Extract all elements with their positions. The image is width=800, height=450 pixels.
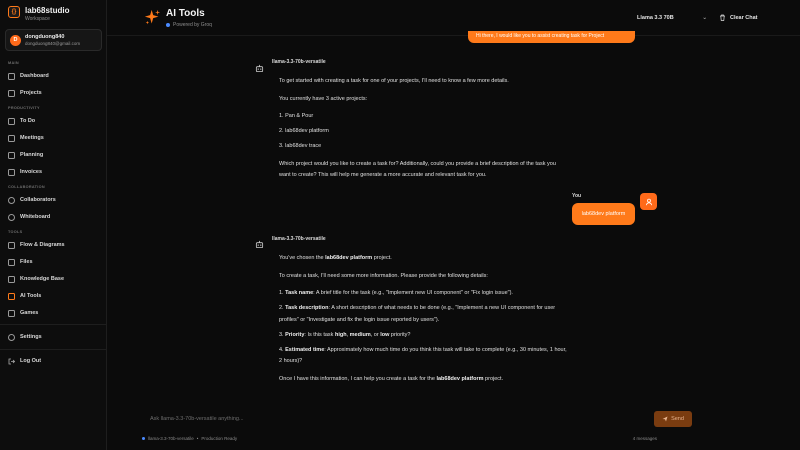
list-item: 3. Priority: Is this task high, medium, or low priority? (279, 331, 411, 338)
sidebar-item-meetings[interactable] (8, 132, 100, 144)
sidebar-item-label: To Do (20, 118, 36, 124)
user-avatar (640, 193, 657, 210)
status-dot-icon (166, 23, 170, 27)
user-name: dongduong840 (25, 33, 65, 40)
brand-name: lab68studio (25, 6, 70, 15)
sidebar-item-invoices[interactable] (8, 166, 100, 178)
gear-icon (8, 334, 15, 341)
message-count: 4 messages (632, 436, 657, 441)
sidebar-item-whiteboard[interactable] (8, 211, 100, 223)
message-paragraph: Once I have this information, I can help you create a task for the lab68dev platform project. (279, 375, 504, 382)
book-icon (8, 276, 15, 283)
sidebar-item-games[interactable] (8, 307, 100, 319)
project-list (279, 111, 569, 153)
clear-chat-button[interactable] (719, 12, 758, 24)
folder-icon (8, 90, 15, 97)
video-icon (8, 135, 15, 142)
bot-message (279, 253, 569, 391)
page-title: AI Tools (166, 8, 205, 19)
sidebar-item-label: Settings (20, 334, 42, 340)
footer-status-text: Production Ready (201, 436, 238, 441)
sparkle-icon (8, 293, 15, 300)
user-icon (645, 198, 653, 206)
section-label-collaboration: COLLABORATION (8, 185, 45, 189)
checkbox-icon (8, 118, 15, 125)
footer (142, 436, 657, 441)
send-label: Send (671, 416, 684, 422)
bot-name: llama-3.3-70b-versatile (272, 59, 326, 65)
sidebar-item-collaborators[interactable] (8, 194, 100, 206)
send-icon (662, 416, 668, 422)
user-message-bubble: Hi there, I would like you to assist creating task for Project (468, 31, 635, 43)
status-dot-icon (142, 437, 145, 440)
logout-icon (8, 358, 15, 365)
sparkle-icon (144, 9, 161, 26)
clear-chat-label: Clear Chat (730, 15, 758, 21)
bot-message (279, 76, 569, 188)
powered-by (166, 22, 212, 28)
sidebar-item-label: Invoices (20, 169, 43, 175)
invoice-icon (8, 169, 15, 176)
sidebar-item-projects[interactable] (8, 87, 100, 99)
chat-area (107, 33, 800, 400)
sidebar-item-logout[interactable] (8, 355, 100, 367)
sidebar (0, 0, 107, 450)
model-select[interactable] (637, 12, 707, 24)
users-icon (8, 197, 15, 204)
sidebar-divider (0, 349, 106, 350)
gamepad-icon (8, 310, 15, 317)
sidebar-item-flow[interactable] (8, 239, 100, 251)
message-paragraph: You've chosen the lab68dev platform project. (279, 255, 392, 261)
list-item: 2. lab68dev platform (279, 128, 329, 134)
trash-icon (719, 14, 726, 23)
list-item: 1. Task name: A brief title for the task (e.g., "Implement new UI component" or "Fix login issue"). (279, 290, 513, 296)
avatar: D (10, 35, 21, 46)
chat-input[interactable] (142, 416, 502, 422)
powered-by-label: Powered by Groq (173, 22, 212, 28)
header (107, 0, 800, 36)
list-item: 4. Estimated time: Approximately how much time do you think this task will take to complete (e.g., 30 minutes, 1 hour, 2 hours)? (279, 346, 567, 364)
brand-subtitle: Workspace (25, 16, 50, 22)
chat-input-bar (142, 411, 684, 427)
sidebar-item-todo[interactable] (8, 115, 100, 127)
message-paragraph: Which project would you like to create a task for? Additionally, could you provide a brief description of the task you want to create? This will help me generate a more accurate and relevant task for you. (279, 160, 556, 178)
sidebar-item-label: Files (20, 259, 33, 265)
sidebar-item-label: AI Tools (20, 293, 42, 299)
message-paragraph: You currently have 3 active projects: (279, 95, 368, 102)
sidebar-item-label: Knowledge Base (20, 276, 65, 282)
sidebar-item-label: Whiteboard (20, 214, 51, 220)
section-label-productivity: PRODUCTIVITY (8, 106, 40, 110)
calendar-icon (8, 152, 15, 159)
list-item: 2. Task description: A short description of what needs to be done (e.g., "Implement a new UI component for user profiles" or "Investigate and fix the login issue reported by users"). (279, 305, 556, 323)
sidebar-item-label: Planning (20, 152, 44, 158)
sidebar-item-ai-tools[interactable] (8, 290, 100, 302)
user-label: You (572, 193, 582, 199)
message-paragraph: To get started with creating a task for one of your projects, I'll need to know a few more details. (279, 78, 509, 84)
user-card[interactable] (5, 29, 102, 51)
section-label-tools: TOOLS (8, 230, 23, 234)
sidebar-item-label: Log Out (20, 358, 42, 364)
dashboard-icon (8, 73, 15, 80)
sidebar-item-planning[interactable] (8, 149, 100, 161)
footer-status (142, 436, 237, 441)
bot-icon (255, 240, 264, 249)
sidebar-item-knowledge-base[interactable] (8, 273, 100, 285)
sidebar-item-label: Meetings (20, 135, 44, 141)
flow-icon (8, 242, 15, 249)
model-select-value: Llama 3.3 70B (637, 15, 674, 21)
bot-name: llama-3.3-70b-versatile (272, 236, 326, 242)
bot-icon (255, 64, 264, 73)
sidebar-divider (0, 324, 106, 325)
section-label-main: MAIN (8, 61, 19, 65)
sidebar-item-label: Games (20, 310, 39, 316)
sidebar-item-settings[interactable] (8, 331, 100, 343)
footer-model: llama-3.3-70b-versatile (148, 436, 194, 441)
sidebar-item-label: Collaborators (20, 197, 56, 203)
message-paragraph: To create a task, I'll need some more information. Please provide the following details: (279, 272, 488, 279)
brand[interactable] (8, 6, 69, 23)
user-email: dongduong840@gmail.com (25, 40, 81, 46)
sidebar-item-label: Flow & Diagrams (20, 242, 65, 248)
whiteboard-icon (8, 214, 15, 221)
list-item: 3. lab68dev trace (279, 143, 322, 149)
chevron-down-icon: ⌄ (702, 15, 707, 21)
info-list (279, 288, 569, 368)
sidebar-item-files[interactable] (8, 256, 100, 268)
sidebar-item-label: Projects (20, 90, 42, 96)
sidebar-item-dashboard[interactable] (8, 70, 100, 82)
brand-logo-icon: {} (8, 6, 20, 18)
sidebar-item-label: Dashboard (20, 73, 49, 79)
list-item: 1. Pan & Pour (279, 113, 314, 119)
footer-separator: • (196, 436, 199, 441)
send-button[interactable] (654, 411, 692, 427)
file-icon (8, 259, 15, 266)
user-message-bubble: lab68dev platform (572, 203, 635, 225)
